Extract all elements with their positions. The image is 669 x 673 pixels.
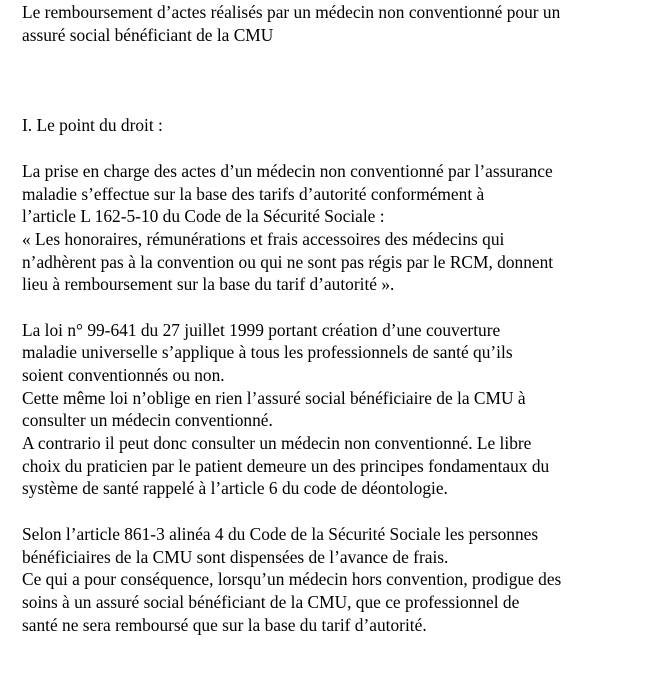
spacer — [22, 296, 662, 319]
title-line: Le remboursement d’actes réalisés par un médecin non conventionné pour un — [22, 2, 561, 22]
paragraph-line: A contrario il peut donc consulter un médecin non conventionné. Le libre — [22, 433, 532, 454]
paragraph-line: Ce qui a pour conséquence, lorsqu’un médecin hors convention, prodigue des — [22, 569, 562, 590]
quote-line: n’adhèrent pas à la convention ou qui ne sont pas régis par le RCM, donnent — [22, 251, 554, 272]
paragraph-tarifs-autorite — [22, 160, 662, 296]
title-line: assuré social bénéficiant de la CMU — [22, 24, 274, 45]
spacer — [22, 46, 662, 114]
paragraph-line: La prise en charge des actes d’un médecin non conventionné par l’assurance — [22, 160, 553, 181]
document-page — [22, 0, 662, 636]
paragraph-line: l’article L 162-5-10 du Code de la Sécurité Sociale : — [22, 206, 385, 227]
paragraph-line: consulter un médecin conventionné. — [22, 410, 273, 431]
spacer — [22, 137, 662, 160]
spacer — [22, 500, 662, 523]
paragraph-line: système de santé rappelé à l’article 6 du code de déontologie. — [22, 478, 448, 499]
quote-line: « Les honoraires, rémunérations et frais accessoires des médecins qui — [22, 228, 505, 249]
quote-line: lieu à remboursement sur la base du tarif d’autorité ». — [22, 274, 395, 295]
paragraph-line: Cette même loi n’oblige en rien l’assuré social bénéficiaire de la CMU à — [22, 387, 526, 408]
section-heading: I. Le point du droit : — [22, 115, 163, 136]
paragraph-line: choix du praticien par le patient demeure un des principes fondamentaux du — [22, 455, 550, 476]
paragraph-line: Selon l’article 861-3 alinéa 4 du Code de la Sécurité Sociale les personnes — [22, 523, 539, 544]
paragraph-line: maladie s’effectue sur la base des tarifs d’autorité conformément à — [22, 183, 485, 204]
paragraph-line: santé ne sera remboursé que sur la base du tarif d’autorité. — [22, 614, 427, 635]
paragraph-loi-cmu — [22, 319, 662, 501]
document-title — [22, 1, 662, 46]
paragraph-line: bénéficiaires de la CMU sont dispensées de l’avance de frais. — [22, 546, 449, 567]
paragraph-avance-frais — [22, 523, 662, 636]
paragraph-line: soient conventionnés ou non. — [22, 365, 225, 386]
paragraph-line: La loi n° 99-641 du 27 juillet 1999 portant création d’une couverture — [22, 319, 501, 340]
paragraph-line: maladie universelle s’applique à tous les professionnels de santé qu’ils — [22, 342, 513, 363]
paragraph-line: soins à un assuré social bénéficiant de la CMU, que ce professionnel de — [22, 591, 520, 612]
